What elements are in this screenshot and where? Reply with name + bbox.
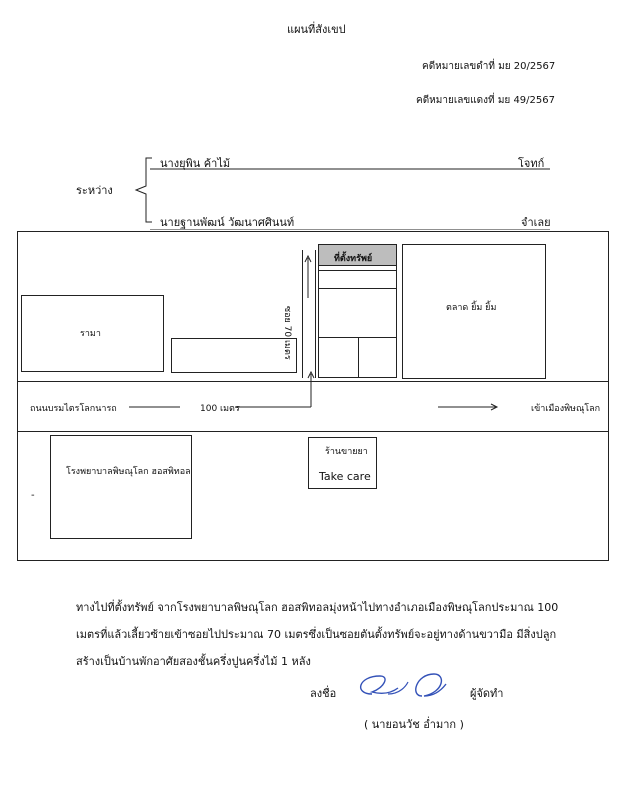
city-label: เข้าเมืองพิษณุโลก — [531, 404, 601, 414]
rama-label: รามา — [80, 329, 101, 339]
between-label: ระหว่าง — [76, 184, 113, 197]
plaintiff-name: นางยุพิน ค้าไม้ — [160, 157, 231, 170]
sign-label: ลงชื่อ — [310, 687, 337, 700]
description-line-1: ทางไปที่ตั้งทรัพย์ จากโรงพยาบาลพิษณุโลก ฮอสพิทอลมุ่งหน้าไปทางอำเภอเมืองพิษณุโลกประมาณ 100 — [76, 601, 559, 614]
handwritten-signature — [350, 670, 460, 706]
pharmacy-name: Take care — [319, 470, 371, 483]
pharmacy-label: ร้านขายยา — [325, 447, 368, 457]
page-title: แผนที่สังเขป — [287, 23, 346, 36]
market-label: ตลาด ยิ้ม ยิ้ม — [446, 303, 497, 313]
plaintiff-role: โจทก์ — [518, 157, 545, 170]
defendant-role: จำเลย — [521, 216, 551, 229]
soi-label: ซอย 70 เมตร — [282, 306, 292, 360]
hospital-label: โรงพยาบาลพิษณุโลก ฮอสพิทอล — [66, 467, 191, 477]
road-label: ถนนบรมไตรโลกนารถ — [30, 404, 117, 414]
property-label: ที่ตั้งทรัพย์ — [334, 254, 373, 264]
description-line-3: สร้างเป็นบ้านพักอาศัยสองชั้นครึ่งปูนครึ่งไม้ 1 หลัง — [76, 655, 311, 668]
black-case-number: คดีหมายเลขดำที่ มย 20/2567 — [422, 61, 556, 72]
defendant-name: นายฐานพัฒน์ วัฒนาศศินนท์ — [160, 216, 295, 229]
description-line-2: เมตรที่แล้วเลี้ยวซ้ายเข้าซอยไปประมาณ 70 เมตรซึ่งเป็นซอยตันตั้งทรัพย์จะอยู่ทางด้านขวามือ มีสิ่งปลูก — [76, 628, 557, 641]
stray-mark: - — [31, 490, 35, 501]
red-case-number: คดีหมายเลขแดงที่ มย 49/2567 — [416, 95, 555, 106]
signer-name: ( นายอนวัช อ่ำมาก ) — [364, 718, 464, 731]
hospital-building — [50, 435, 192, 539]
signature-role: ผู้จัดทำ — [470, 687, 504, 700]
distance-label: 100 เมตร — [200, 404, 240, 414]
